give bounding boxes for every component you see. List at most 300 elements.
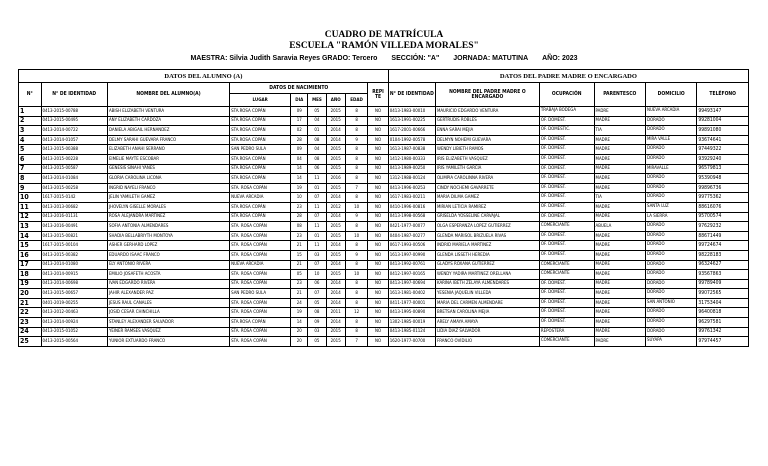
- occupation: OF. DOMEST.: [539, 154, 594, 164]
- row-number: 1: [19, 107, 42, 117]
- row-number: 11: [19, 202, 42, 212]
- teacher-grade: MAESTRA: Silvia Judith Saravia Reyes GRADO: Tercero: [190, 55, 378, 62]
- relationship: TIA: [594, 193, 645, 203]
- student-name: GENESIS SINAHI YANES: [107, 164, 229, 174]
- birth-day: 21: [291, 241, 308, 251]
- row-number: 14: [19, 231, 42, 241]
- birth-year: 2014: [326, 241, 345, 251]
- birth-year: 2015: [326, 145, 345, 155]
- parent-name: ARELY AMAYA AMAYA: [435, 318, 539, 328]
- student-name: INGRID NAYELI FRANCO: [107, 183, 229, 193]
- parent-id: 1617-2001-00666: [388, 126, 435, 136]
- address: DORADO: [645, 183, 696, 193]
- birth-place: STA.ROSA COPÁN: [230, 135, 291, 145]
- birth-day: 09: [291, 107, 308, 117]
- birth-month: 08: [308, 154, 326, 164]
- birth-day: 14: [291, 318, 308, 328]
- parent-id: 0421-1977-00077: [388, 222, 435, 232]
- birth-year: 2014: [326, 260, 345, 270]
- document-title: CUADRO DE MATRÍCULA: [324, 30, 444, 40]
- birth-year: 2015: [326, 250, 345, 260]
- student-id: 0413-2015-00564: [41, 337, 107, 347]
- col-student-name: NOMBRE DEL ALUMNO(A): [107, 83, 229, 107]
- repeats: NO: [368, 154, 388, 164]
- row-number: 2: [19, 116, 42, 126]
- table-body: [19, 107, 749, 347]
- table-row: [19, 279, 749, 289]
- student-id: 0413-2014-01084: [41, 174, 107, 184]
- relationship: MADRE: [594, 279, 645, 289]
- address: DORADO: [645, 250, 696, 260]
- repeats: NO: [368, 126, 388, 136]
- birth-place: SAN PEDRO SULA: [230, 289, 291, 299]
- birth-day: 23: [291, 202, 308, 212]
- school-name: ESCUELA "RAMÓN VILLEDA MORALES": [289, 41, 479, 51]
- row-number: 20: [19, 289, 42, 299]
- student-id: 0413-2015-00258: [41, 183, 107, 193]
- parent-name: GLADYS ROXANA GUTIERREZ: [435, 260, 539, 270]
- col-phone: TELÉFONO: [697, 83, 749, 107]
- occupation: OF. DOMEST.: [539, 174, 594, 184]
- repeats: NO: [368, 318, 388, 328]
- phone: 97449322: [697, 145, 749, 155]
- row-number: 7: [19, 164, 42, 174]
- age: 8: [345, 164, 368, 174]
- parent-id: 0404-1987-00277: [388, 231, 435, 241]
- table-row: [19, 260, 749, 270]
- address: DORADO: [645, 279, 696, 289]
- address: DORADO: [645, 174, 696, 184]
- parent-id: 1617-1983-00211: [388, 193, 435, 203]
- parent-name: BRETSAN CAROLINA MEJIA: [435, 308, 539, 318]
- table-row: [19, 327, 749, 337]
- row-number: 8: [19, 174, 42, 184]
- birth-place: STA.ROSA COPÁN: [230, 164, 291, 174]
- birth-month: 07: [308, 260, 326, 270]
- birth-year: 2014: [326, 289, 345, 299]
- parent-id: 0104-1992-00578: [388, 135, 435, 145]
- age: 8: [345, 154, 368, 164]
- parent-id: 0413-1998-00568: [388, 212, 435, 222]
- birth-year: 2015: [326, 107, 345, 117]
- phone: 99896736: [697, 183, 749, 193]
- birth-month: 04: [308, 145, 326, 155]
- occupation: OF. DOMEST.: [539, 212, 594, 222]
- student-name: JELIN YAMILETH GAMEZ: [107, 193, 229, 203]
- table-row: [19, 222, 749, 232]
- parent-id: 0411-1977-00001: [388, 298, 435, 308]
- relationship: MADRE: [594, 183, 645, 193]
- phone: 88616076: [697, 202, 749, 212]
- student-id: 0413-2015-00382: [41, 250, 107, 260]
- repeats: NO: [368, 222, 388, 232]
- birth-year: 2014: [326, 212, 345, 222]
- student-id: 0413-2014-01080: [41, 260, 107, 270]
- col-birth-place: LUGAR: [230, 94, 291, 107]
- birth-month: 05: [308, 107, 326, 117]
- birth-year: 2014: [326, 135, 345, 145]
- parent-name: INDRID MARIELA MARTINEZ: [435, 241, 539, 251]
- address: DORADO: [645, 241, 696, 251]
- phone: 96324627: [697, 260, 749, 270]
- relationship: MADRE: [594, 174, 645, 184]
- address: NUEVA ARCADIA: [645, 107, 696, 117]
- occupation: OF. DOMEST.: [539, 308, 594, 318]
- row-number: 16: [19, 250, 42, 260]
- parent-name: GLENDA LISSETH HEREDIA: [435, 250, 539, 260]
- birth-place: STA. ROSA COPÁN: [230, 241, 291, 251]
- birth-year: 2015: [326, 164, 345, 174]
- student-name: ROSA ALEJANDRA MARTINEZ: [107, 212, 229, 222]
- row-number: 12: [19, 212, 42, 222]
- birth-year: 2015: [326, 183, 345, 193]
- age: 10: [345, 231, 368, 241]
- birth-place: STA.ROSA COPÁN: [230, 318, 291, 328]
- student-id: 0413-2014-00722: [41, 126, 107, 136]
- table-row: [19, 270, 749, 280]
- phone: 97974457: [697, 337, 749, 347]
- birth-place: STA. ROSA COPÁN: [230, 298, 291, 308]
- age: 8: [345, 145, 368, 155]
- student-id: 0413-2014-00915: [41, 270, 107, 280]
- birth-month: 08: [308, 308, 326, 318]
- table-row: [19, 241, 749, 251]
- birth-day: 05: [291, 270, 308, 280]
- birth-year: 2015: [326, 231, 345, 241]
- birth-day: 14: [291, 164, 308, 174]
- occupation: OF. DOMEST.: [539, 318, 594, 328]
- birth-month: 11: [308, 174, 326, 184]
- parent-name: OLGA ESPERANZA LOPEZ GUTIERREZ: [435, 222, 539, 232]
- table-row: [19, 298, 749, 308]
- address: SAN ANTONIO: [645, 298, 696, 308]
- section-label: SECCIÓN: "A": [391, 55, 440, 62]
- table-row: [19, 145, 749, 155]
- age: 8: [345, 193, 368, 203]
- birth-month: 01: [308, 126, 326, 136]
- birth-place: STA. ROSA COPÁN: [230, 308, 291, 318]
- birth-day: 14: [291, 174, 308, 184]
- birth-month: 07: [308, 212, 326, 222]
- relationship: MADRE: [594, 241, 645, 251]
- birth-month: 11: [308, 222, 326, 232]
- birth-place: STA. ROSA COPÁN: [230, 270, 291, 280]
- parent-id: 1613-1987-00838: [388, 145, 435, 155]
- repeats: NO: [368, 279, 388, 289]
- occupation: COMERCIANTE: [539, 270, 594, 280]
- col-birth-month: MES: [308, 94, 326, 107]
- table-row: [19, 126, 749, 136]
- address: LA SIERRA: [645, 212, 696, 222]
- birth-day: 20: [291, 337, 308, 347]
- row-number: 3: [19, 126, 42, 136]
- student-name: DELMY SARAHI GUEVARA FRANCO: [107, 135, 229, 145]
- address: DORADO: [645, 289, 696, 299]
- table-row: [19, 250, 749, 260]
- birth-place: STA. ROSA COPÁN: [230, 222, 291, 232]
- col-repeats: REPI TE: [368, 83, 388, 107]
- birth-place: STA.ROSA COPÁN: [230, 116, 291, 126]
- phone: 93674641: [697, 135, 749, 145]
- birth-place: STA.ROSA COPÁN: [230, 212, 291, 222]
- relationship: MADRE: [594, 135, 645, 145]
- parent-id: 0413-1992-00761: [388, 260, 435, 270]
- age: 9: [345, 250, 368, 260]
- student-name: ASHER GERHARD LOPEZ: [107, 241, 229, 251]
- repeats: NO: [368, 164, 388, 174]
- birth-place: NUEVA ARCADIA: [230, 193, 291, 203]
- parent-name: DELMYN NOHEMI GUEVARA: [435, 135, 539, 145]
- occupation: COMERCIANTE: [539, 260, 594, 270]
- birth-day: 08: [291, 222, 308, 232]
- relationship: PADRE: [594, 107, 645, 117]
- row-number: 24: [19, 327, 42, 337]
- relationship: TIA: [594, 126, 645, 136]
- occupation: OF. DOMEST.: [539, 241, 594, 251]
- phone: 99072565: [697, 289, 749, 299]
- birth-year: 2015: [326, 116, 345, 126]
- repeats: NO: [368, 250, 388, 260]
- phone: 88671449: [697, 231, 749, 241]
- repeats: NO: [368, 289, 388, 299]
- phone: 93929240: [697, 154, 749, 164]
- parent-name: GLENDA MARISOL BRIZUELA RIVAS: [435, 231, 539, 241]
- birth-place: STA. ROSA COPÁN: [230, 327, 291, 337]
- address: DORADO: [645, 193, 696, 203]
- student-name: SHADIA BELLABRIYTH MONTOYA: [107, 231, 229, 241]
- repeats: NO: [368, 212, 388, 222]
- age: 8: [345, 260, 368, 270]
- age: 8: [345, 318, 368, 328]
- student-id: 0413-2013-00682: [41, 202, 107, 212]
- relationship: MADRE: [594, 308, 645, 318]
- birth-place: STA.ROSA COPÁN: [230, 107, 291, 117]
- repeats: NO: [368, 241, 388, 251]
- repeats: NO: [368, 202, 388, 212]
- birth-year: 2015: [326, 154, 345, 164]
- student-name: GLORIA CAROLINA LICONA: [107, 174, 229, 184]
- table-row: [19, 308, 749, 318]
- student-id: 0413-2015-00495: [41, 116, 107, 126]
- birth-month: 05: [308, 337, 326, 347]
- address: MIRA VALLE: [645, 135, 696, 145]
- row-number: 23: [19, 318, 42, 328]
- birth-day: 28: [291, 212, 308, 222]
- repeats: NO: [368, 174, 388, 184]
- address: DORADO: [645, 126, 696, 136]
- occupation: TRABAJA BODEGA: [539, 107, 594, 117]
- age: 7: [345, 337, 368, 347]
- address: DORADO: [645, 318, 696, 328]
- birth-month: 11: [308, 202, 326, 212]
- address: DORADO: [645, 116, 696, 126]
- year-label: AÑO: 2023: [542, 55, 578, 62]
- address: DORADO: [645, 327, 696, 337]
- birth-year: 2015: [326, 222, 345, 232]
- occupation: OF. DOMEST.: [539, 202, 594, 212]
- phone: 95700574: [697, 212, 749, 222]
- row-number: 17: [19, 260, 42, 270]
- relationship: MADRE: [594, 318, 645, 328]
- parent-name: GRISELDA YOSSELINE CARVAJAL: [435, 212, 539, 222]
- parent-name: WENDY LIBIETH RAMOS: [435, 145, 539, 155]
- repeats: NO: [368, 107, 388, 117]
- birth-day: 21: [291, 260, 308, 270]
- address: DORADO: [645, 260, 696, 270]
- student-name: EMILIO JOSAFETH ACOSTA: [107, 270, 229, 280]
- birth-year: 2014: [326, 279, 345, 289]
- repeats: NO: [368, 308, 388, 318]
- col-address: DOMICILIO: [645, 83, 696, 107]
- address: SUYAPA: [645, 337, 696, 347]
- occupation: OF. DOMEST.: [539, 145, 594, 155]
- parent-name: MIRIAN LETICIA RAMIREZ: [435, 202, 539, 212]
- col-number: N°: [19, 83, 42, 107]
- student-name: JAHIR ALEXANDER PAZ: [107, 289, 229, 299]
- parent-id: 1613-1991-00225: [388, 116, 435, 126]
- student-id: 0413-2015-00788: [41, 107, 107, 117]
- birth-place: STA.ROSA COPÁN: [230, 126, 291, 136]
- birth-year: 2015: [326, 270, 345, 280]
- occupation: OF. DOMEST.: [539, 164, 594, 174]
- table-row: [19, 318, 749, 328]
- relationship: MADRE: [594, 298, 645, 308]
- occupation: OF. DOMEST.: [539, 279, 594, 289]
- parent-name: OLIMPIA CAROLINNA RIVERA: [435, 174, 539, 184]
- phone: 96400818: [697, 308, 749, 318]
- parent-name: ENNA SARAI MEJIA: [435, 126, 539, 136]
- student-id: 0413-2015-00657: [41, 289, 107, 299]
- birth-place: STA. ROSA COPÁN: [230, 279, 291, 289]
- birth-month: 01: [308, 183, 326, 193]
- repeats: NO: [368, 231, 388, 241]
- phone: 99891080: [697, 126, 749, 136]
- phone: 99775362: [697, 193, 749, 203]
- birth-month: 03: [308, 327, 326, 337]
- student-name: JESUS RAUL CANALES: [107, 298, 229, 308]
- relationship: MADRE: [594, 289, 645, 299]
- parent-name: MARIA DEL CARMEN ALMENDARE: [435, 298, 539, 308]
- birth-month: 11: [308, 241, 326, 251]
- birth-day: 23: [291, 231, 308, 241]
- address: SANTA LUZ: [645, 202, 696, 212]
- parent-id: 0617-1993-00506: [388, 241, 435, 251]
- row-number: 18: [19, 270, 42, 280]
- occupation: OF. DOMEST.: [539, 289, 594, 299]
- birth-day: 10: [291, 193, 308, 203]
- age: 8: [345, 279, 368, 289]
- parent-name: IRIS YAMILETH GARCIA: [435, 164, 539, 174]
- student-id: 0413-2015-01052: [41, 327, 107, 337]
- repeats: NO: [368, 145, 388, 155]
- relationship: MADRE: [594, 145, 645, 155]
- phone: 98228183: [697, 250, 749, 260]
- table-row: [19, 174, 749, 184]
- student-name: IVAN EDGARDO RIVERA: [107, 279, 229, 289]
- occupation: OF. DOMEST.: [539, 135, 594, 145]
- parent-name: YESENIA JAQUELIN VILLEDA: [435, 289, 539, 299]
- student-id: 0413-2012-00463: [41, 308, 107, 318]
- col-age: EDAD: [345, 94, 368, 107]
- row-number: 4: [19, 135, 42, 145]
- col-relationship: PARENTESCO: [594, 83, 645, 107]
- col-occupation: OCUPACIÓN: [539, 83, 594, 107]
- table-row: [19, 193, 749, 203]
- birth-year: 2016: [326, 174, 345, 184]
- repeats: NO: [368, 183, 388, 193]
- relationship: MADRE: [594, 327, 645, 337]
- student-name: YUNIOR EXTUARDO FRANCO: [107, 337, 229, 347]
- student-name: SOFIA ANTONIA ALMENDARES: [107, 222, 229, 232]
- table-row: [19, 135, 749, 145]
- phone: 96297581: [697, 318, 749, 328]
- student-id: 0413-2015-00228: [41, 154, 107, 164]
- birth-month: 03: [308, 250, 326, 260]
- birth-place: STA.ROSA COPÁN: [230, 154, 291, 164]
- parent-id: 0413-1983-00010: [388, 107, 435, 117]
- col-birth-year: AÑO: [326, 94, 345, 107]
- age: 8: [345, 298, 368, 308]
- occupation: OF. DOMEST.: [539, 231, 594, 241]
- relationship: ABUELA: [594, 222, 645, 232]
- student-id: 1617-2015-0142: [41, 193, 107, 203]
- relationship: MADRE: [594, 154, 645, 164]
- student-name: EIMELIE MAYTE ESCOBAR: [107, 154, 229, 164]
- table-row: [19, 164, 749, 174]
- birth-year: 2014: [326, 318, 345, 328]
- occupation: COMERCIANTE: [539, 337, 594, 347]
- parent-id: 1312-1988-00124: [388, 174, 435, 184]
- parent-name: CINDY NOCHEMI GAVARRETE: [435, 183, 539, 193]
- address: DORADO: [645, 231, 696, 241]
- parent-name: MARIA DILMA GAMEZ: [435, 193, 539, 203]
- birth-month: 08: [308, 135, 326, 145]
- table-row: [19, 202, 749, 212]
- parent-id: 0413-1995-00890: [388, 308, 435, 318]
- age: 8: [345, 222, 368, 232]
- parent-name: MAURICIO EDGARDO VENTURA: [435, 107, 539, 117]
- birth-year: 2014: [326, 193, 345, 203]
- student-id: 0413-2015-00587: [41, 164, 107, 174]
- relationship: MADRE: [594, 270, 645, 280]
- shift-label: JORNADA: MATUTINA: [453, 55, 529, 62]
- birth-place: STA. ROSA COPÁN: [230, 231, 291, 241]
- table-row: [19, 212, 749, 222]
- phone: 99493147: [697, 107, 749, 117]
- birth-year: 2014: [326, 298, 345, 308]
- relationship: MADRE: [594, 212, 645, 222]
- birth-day: 21: [291, 289, 308, 299]
- birth-year: 2014: [326, 126, 345, 136]
- student-name: ELIZABETH ANAHI SERRANO: [107, 145, 229, 155]
- age: 7: [345, 183, 368, 193]
- parent-id: 0412-1997-00165: [388, 270, 435, 280]
- student-id: 1617-2015-00104: [41, 241, 107, 251]
- parent-id: 1302-1985-00019: [388, 318, 435, 328]
- phone: 99761342: [697, 327, 749, 337]
- repeats: NO: [368, 327, 388, 337]
- col-parent-name: NOMBRE DEL PADRE MADRE O ENCARGADO: [435, 83, 539, 107]
- row-number: 10: [19, 193, 42, 203]
- occupation: COMERCIANTE: [539, 222, 594, 232]
- parent-name: GERTRUDIS ROBLES: [435, 116, 539, 126]
- repeats: NO: [368, 116, 388, 126]
- occupation: OF. DOMEST.: [539, 183, 594, 193]
- age: 8: [345, 107, 368, 117]
- student-name: EDUARDO ISAAC FRANCO: [107, 250, 229, 260]
- birth-month: 06: [308, 164, 326, 174]
- parent-id: 1613-1981-00402: [388, 289, 435, 299]
